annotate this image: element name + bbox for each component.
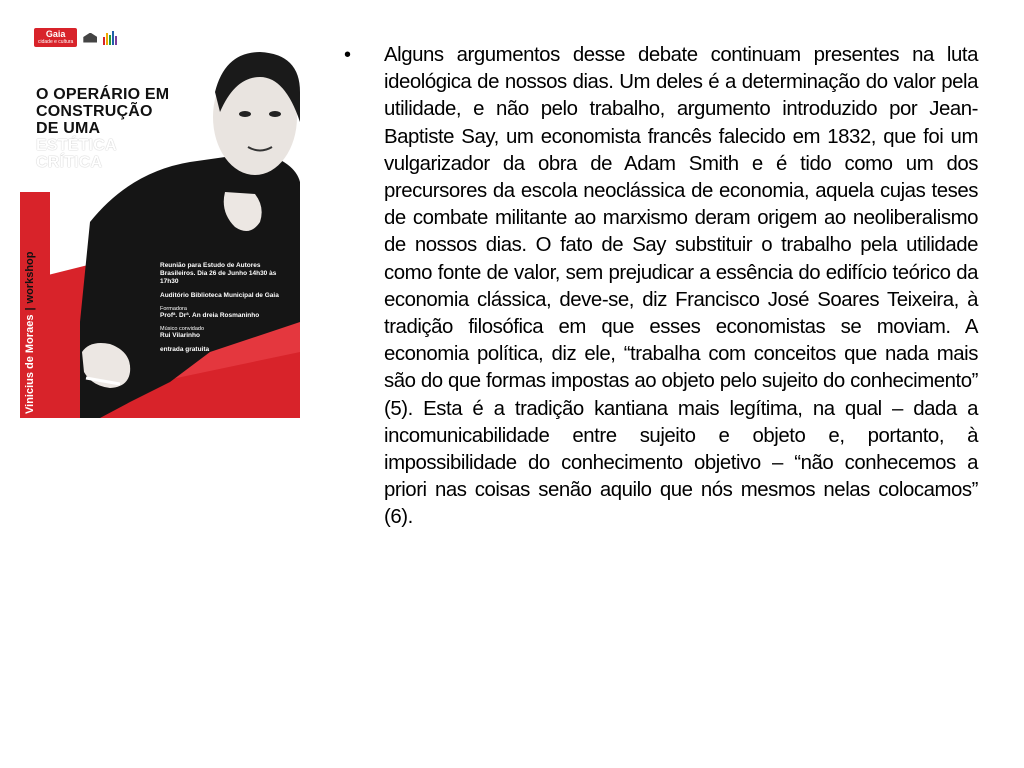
- bullet-icon: •: [344, 44, 352, 66]
- poster-info: [160, 262, 290, 360]
- gaia-logo: [34, 28, 77, 47]
- library-logo: [103, 31, 117, 45]
- poster-trainer-name: Profª. Drª. An dreia Rosmaninho: [160, 312, 260, 319]
- municipal-logo: [83, 33, 97, 43]
- gaia-logo-main: Gaia: [45, 29, 66, 39]
- poster-entry: entrada gratuita: [160, 346, 210, 353]
- house-icon: [83, 33, 97, 43]
- poster-title: [36, 86, 226, 171]
- poster-title-line-3: DE UMA: [36, 120, 101, 137]
- poster-musician-name: Rui Vilarinho: [160, 332, 200, 339]
- poster-venue: Auditório Biblioteca Municipal de Gaia: [160, 292, 279, 299]
- poster-side-label: workshop: [24, 251, 36, 304]
- poster-side-name: Vinicius de Moraes: [24, 314, 36, 414]
- gaia-logo-sub: cidade e cultura: [38, 39, 74, 45]
- poster-side-text: Vinicius de Moraes|workshop: [24, 251, 36, 414]
- poster-logos: [34, 28, 117, 47]
- poster-title-line-5: CRÍTICA: [36, 154, 103, 171]
- poster-title-line-2: CONSTRUÇÃO: [36, 103, 153, 120]
- poster-musician-label: Músico convidado: [160, 326, 205, 332]
- poster-event: Reunião para Estudo de Autores Brasileiros. Dia 26 de Junho 14h30 às 17h30: [160, 262, 277, 285]
- poster-title-line-1: O OPERÁRIO EM: [36, 86, 170, 103]
- poster-trainer-label: Formadora: [160, 306, 187, 312]
- body-paragraph: Alguns argumentos desse debate continuam presentes na luta ideológica de nossos dias. Um deles é a determinação do valor pela utilidade, e não pelo trabalho, argumento introduzido por Jean-Baptiste Say, um economista francês falecido em 1832, que foi um vulgarizador da obra de Adam Smith e é tido como um dos precursores da escola neoclássica de economia, aquela cujas teses de combate militante ao marxismo deram origem ao neoliberalismo de nossos dias. O fato de Say substituir o trabalho pela utilidade como fonte de valor, sem prejudicar a essência do edifício teórico da economia clássica, deve-se, diz Francisco José Soares Teixeira, à tradição filosófica em que esses economistas se moviam. A economia política, diz ele, “trabalha com conceitos que nada mais são do que formas impostas ao objeto pelo sujeito do conhecimento” (5). Esta é a tradição kantiana mais legítima, na qual – dada a incomunicabilidade entre sujeito e objeto e, portanto, à impossibilidade do conhecimento objetivo – “não conhecemos a priori nas coisas senão aquilo que nós mesmos nelas colocamos” (6).: [384, 44, 978, 529]
- poster-title-line-4: ESTÉTICA: [36, 137, 117, 154]
- poster-image: [20, 22, 300, 418]
